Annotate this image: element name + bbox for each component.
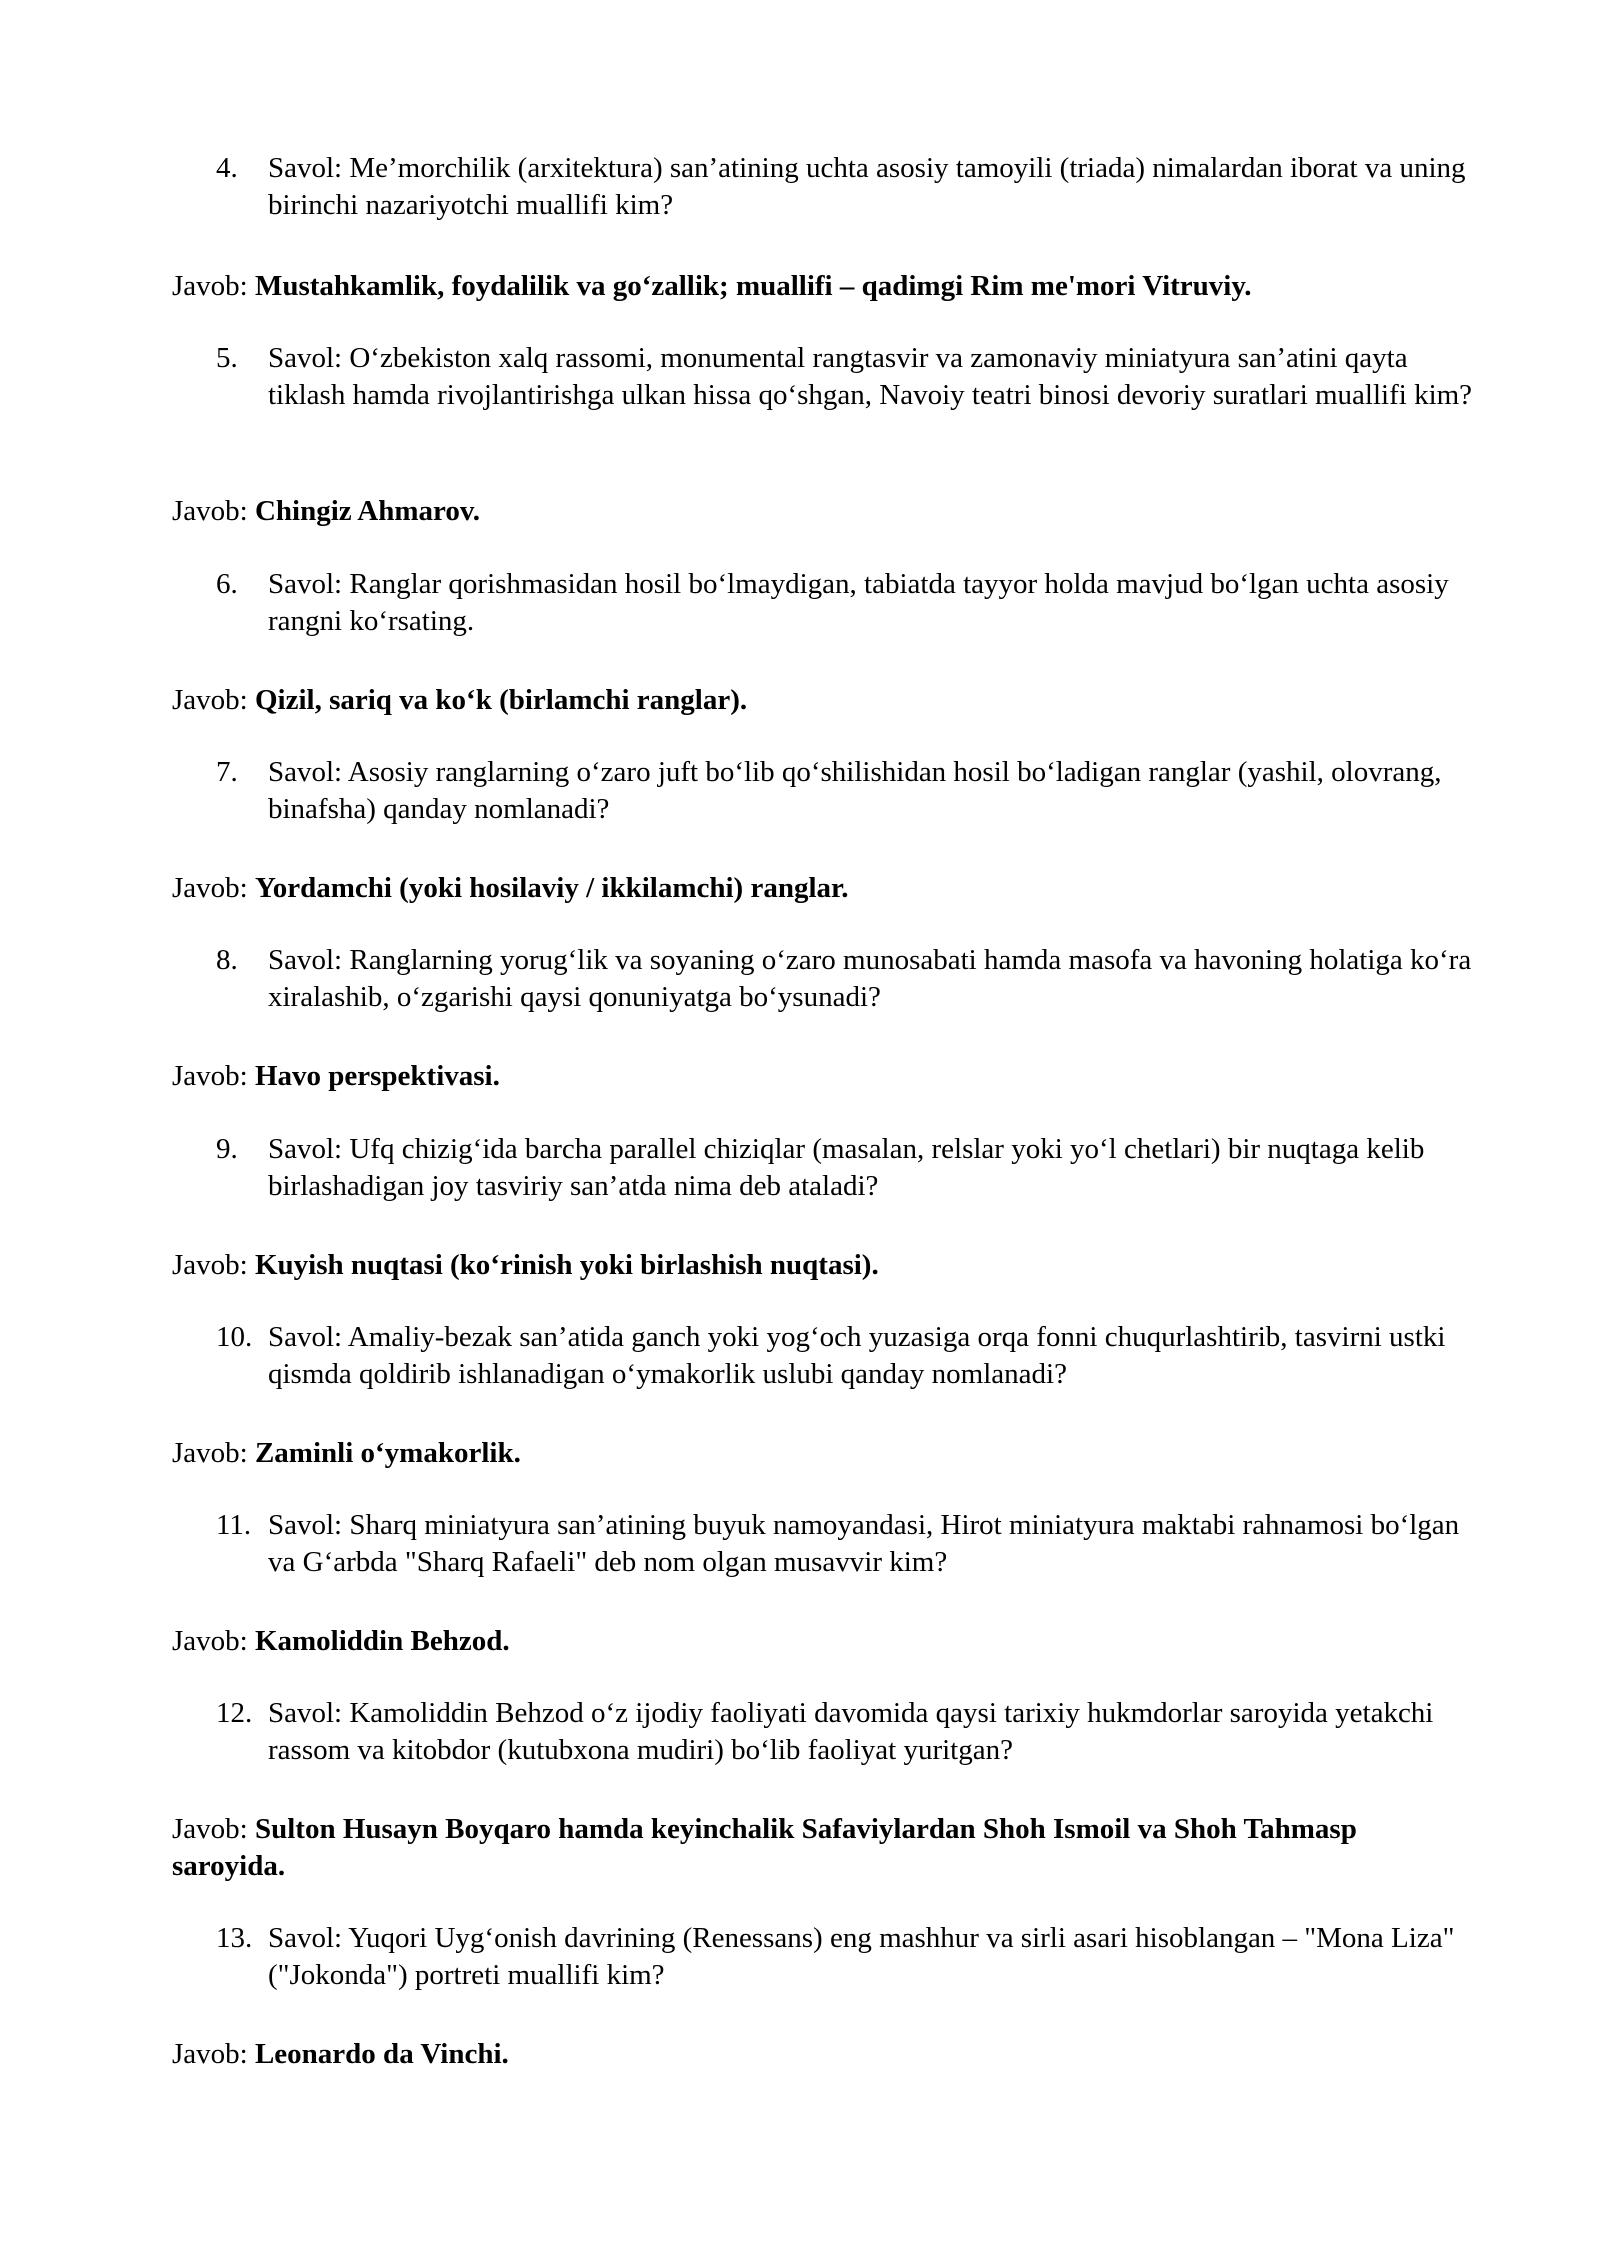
question-number: 12. xyxy=(216,1697,253,1729)
question-text: Savol: Ufq chizig‘ida barcha parallel chiziqlar (masalan, relslar yoki yo‘l chetlari) bir nuqtaga kelib birlashadigan joy tasviriy san’atda nima deb ataladi? xyxy=(268,1133,1425,1202)
question-number: 7. xyxy=(216,756,238,788)
question-8 xyxy=(0,942,1488,1016)
qa-item-11 xyxy=(0,1507,1600,1581)
question-number: 10. xyxy=(216,1321,253,1353)
question-4 xyxy=(0,150,1488,224)
qa-item-6 xyxy=(0,566,1600,640)
answer-label: Javob: xyxy=(172,495,248,527)
answer-text: Leonardo da Vinchi. xyxy=(254,2038,509,2070)
answer-text: Zaminli o‘ymakorlik. xyxy=(254,1437,521,1469)
answer-11 xyxy=(172,1623,1412,1660)
answer-label: Javob: xyxy=(172,1625,248,1657)
question-11 xyxy=(0,1507,1488,1581)
answer-text: Kuyish nuqtasi (ko‘rinish yoki birlashish nuqtasi). xyxy=(254,1249,879,1281)
answer-label: Javob: xyxy=(172,684,248,716)
answer-label: Javob: xyxy=(172,872,248,904)
question-text: Savol: Sharq miniatyura san’atining buyuk namoyandasi, Hirot miniatyura maktabi rahnamosi bo‘lgan va G‘arbda "Sharq Rafaeli" deb nom olgan musavvir kim? xyxy=(268,1509,1460,1578)
answer-text: Havo perspektivasi. xyxy=(254,1060,500,1092)
question-text: Savol: Yuqori Uyg‘onish davrining (Renessans) eng mashhur va sirli asari hisoblangan – "Mona Liza" ("Jokonda") portreti muallifi kim? xyxy=(268,1922,1455,1991)
question-number: 5. xyxy=(216,342,238,374)
answer-7 xyxy=(172,870,1412,907)
question-5 xyxy=(0,340,1488,414)
question-text: Savol: Ranglarning yorug‘lik va soyaning o‘zaro munosabati hamda masofa va havoning holatiga ko‘ra xiralashib, o‘zgarishi qaysi qonuniyatga bo‘ysunadi? xyxy=(268,944,1472,1013)
answer-text: Kamoliddin Behzod. xyxy=(254,1625,510,1657)
question-number: 9. xyxy=(216,1133,238,1165)
qa-item-9 xyxy=(0,1131,1600,1205)
question-number: 8. xyxy=(216,944,238,976)
question-12 xyxy=(0,1695,1488,1769)
question-text: Savol: O‘zbekiston xalq rassomi, monumental rangtasvir va zamonaviy miniatyura san’atini qayta tiklash hamda rivojlantirishga ulkan hissa qo‘shgan, Navoiy teatri binosi devoriy suratlari muallifi kim? xyxy=(268,342,1473,411)
qa-item-7 xyxy=(0,754,1600,828)
qa-item-4 xyxy=(0,150,1600,224)
answer-13 xyxy=(172,2036,1412,2073)
question-text: Savol: Ranglar qorishmasidan hosil bo‘lmaydigan, tabiatda tayyor holda mavjud bo‘lgan uchta asosiy rangni ko‘rsating. xyxy=(268,568,1449,637)
answer-label: Javob: xyxy=(172,1249,248,1281)
qa-item-5 xyxy=(0,340,1600,414)
answer-text: Chingiz Ahmarov. xyxy=(254,495,481,527)
question-13 xyxy=(0,1920,1488,1994)
answer-label: Javob: xyxy=(172,1060,248,1092)
answer-10 xyxy=(172,1435,1412,1472)
question-6 xyxy=(0,566,1488,640)
question-10 xyxy=(0,1319,1488,1393)
question-text: Savol: Kamoliddin Behzod o‘z ijodiy faoliyati davomida qaysi tarixiy hukmdorlar saroyida yetakchi rassom va kitobdor (kutubxona mudiri) bo‘lib faoliyat yuritgan? xyxy=(268,1697,1434,1766)
answer-text: Mustahkamlik, foydalilik va go‘zallik; muallifi – qadimgi Rim me'mori Vitruviy. xyxy=(254,270,1252,302)
answer-text: Yordamchi (yoki hosilaviy / ikkilamchi) ranglar. xyxy=(254,872,849,904)
question-number: 13. xyxy=(216,1922,253,1954)
answer-label: Javob: xyxy=(172,270,248,302)
question-9 xyxy=(0,1131,1488,1205)
question-text: Savol: Amaliy-bezak san’atida ganch yoki yog‘och yuzasiga orqa fonni chuqurlashtirib, tasvirni ustki qismda qoldirib ishlanadigan o‘ymakorlik uslubi qanday nomlanadi? xyxy=(268,1321,1446,1390)
answer-8 xyxy=(172,1058,1412,1095)
qa-item-13 xyxy=(0,1920,1600,1994)
answer-4 xyxy=(172,268,1412,305)
question-number: 11. xyxy=(216,1509,252,1541)
qa-item-10 xyxy=(0,1319,1600,1393)
question-number: 4. xyxy=(216,152,238,184)
answer-label: Javob: xyxy=(172,1813,248,1845)
answer-12 xyxy=(172,1811,1412,1885)
answer-text: Qizil, sariq va ko‘k (birlamchi ranglar). xyxy=(254,684,748,716)
answer-label: Javob: xyxy=(172,1437,248,1469)
question-text: Savol: Asosiy ranglarning o‘zaro juft bo‘lib qo‘shilishidan hosil bo‘ladigan ranglar (yashil, olovrang, binafsha) qanday nomlanadi? xyxy=(268,756,1442,825)
answer-6 xyxy=(172,682,1412,719)
answer-9 xyxy=(172,1247,1412,1284)
answer-label: Javob: xyxy=(172,2038,248,2070)
answer-5 xyxy=(172,493,1412,530)
question-text: Savol: Me’morchilik (arxitektura) san’atining uchta asosiy tamoyili (triada) nimalardan iborat va uning birinchi nazariyotchi muallifi kim? xyxy=(268,152,1466,221)
question-7 xyxy=(0,754,1488,828)
question-number: 6. xyxy=(216,568,238,600)
qa-item-12 xyxy=(0,1695,1600,1769)
answer-text: Sulton Husayn Boyqaro hamda keyinchalik Safaviylardan Shoh Ismoil va Shoh Tahmasp saroyida. xyxy=(172,1813,1357,1882)
qa-item-8 xyxy=(0,942,1600,1016)
